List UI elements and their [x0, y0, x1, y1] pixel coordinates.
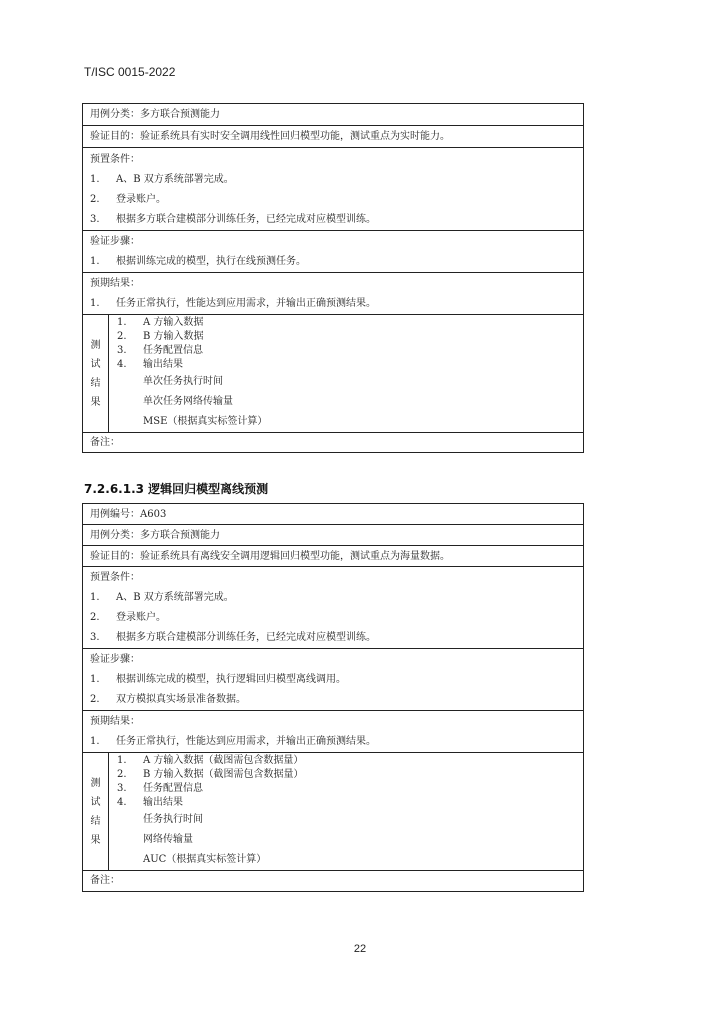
purpose-row: 验证目的：验证系统具有实时安全调用线性回归模型功能，测试重点为实时能力。 [83, 126, 583, 148]
category-row: 用例分类：多方联合预测能力 [83, 104, 583, 126]
preconditions-block [83, 567, 583, 649]
result-item: 1. A 方输入数据（截图需包含数据量） [117, 755, 304, 766]
test-results-content [109, 315, 583, 432]
test-case-table-1 [82, 103, 584, 453]
result-item: 2. B 方输入数据（截图需包含数据量） [117, 769, 304, 780]
expected-item: 1. 任务正常执行，性能达到应用需求，并输出正确预测结果。 [90, 298, 376, 309]
result-subitem: 单次任务网络传输量 [143, 396, 233, 407]
result-subitem: 单次任务执行时间 [143, 376, 223, 387]
preconditions-title: 预置条件： [90, 154, 140, 165]
steps-title: 验证步骤： [90, 236, 140, 247]
purpose-row: 验证目的：验证系统具有离线安全调用逻辑回归模型功能，测试重点为海量数据。 [83, 546, 583, 567]
expected-item: 1. 任务正常执行，性能达到应用需求，并输出正确预测结果。 [90, 736, 376, 747]
step-item: 1. 根据训练完成的模型，执行逻辑回归模型离线调用。 [90, 674, 346, 685]
result-subitem: MSE（根据真实标签计算） [143, 416, 268, 427]
precondition-item: 1. A、B 双方系统部署完成。 [90, 592, 234, 603]
section-heading: 7.2.6.1.3 逻辑回归模型离线预测 [84, 482, 269, 496]
result-subitem: 任务执行时间 [143, 814, 203, 825]
expected-title: 预期结果： [90, 278, 140, 289]
result-subitem: AUC（根据真实标签计算） [143, 854, 267, 865]
result-item: 4. 输出结果 [117, 359, 183, 370]
steps-block [83, 231, 583, 273]
remarks-row: 备注： [90, 875, 120, 886]
result-item: 1. A 方输入数据 [117, 317, 204, 328]
result-item: 2. B 方输入数据 [117, 331, 204, 342]
precondition-item: 2. 登录账户。 [90, 194, 166, 205]
remarks-row: 备注： [90, 437, 120, 448]
test-results-label: 测 试 结 果 [83, 753, 109, 870]
test-results-content [109, 753, 583, 870]
step-item: 1. 根据训练完成的模型，执行在线预测任务。 [90, 256, 306, 267]
expected-title: 预期结果： [90, 716, 140, 727]
preconditions-block [83, 148, 583, 231]
result-subitem: 网络传输量 [143, 834, 193, 845]
preconditions-title: 预置条件： [90, 572, 140, 583]
steps-title: 验证步骤： [90, 654, 140, 665]
precondition-item: 2. 登录账户。 [90, 612, 166, 623]
result-item: 3. 任务配置信息 [117, 783, 203, 794]
test-results-block [83, 315, 583, 433]
test-case-table-2 [82, 503, 584, 892]
test-results-label: 测 试 结 果 [83, 315, 109, 432]
category-row: 用例分类：多方联合预测能力 [83, 525, 583, 546]
precondition-item: 3. 根据多方联合建模部分训练任务，已经完成对应模型训练。 [90, 214, 376, 225]
precondition-item: 3. 根据多方联合建模部分训练任务，已经完成对应模型训练。 [90, 632, 376, 643]
page-number: 22 [353, 943, 367, 955]
result-item: 3. 任务配置信息 [117, 345, 203, 356]
case-id-row: 用例编号：A603 [83, 504, 583, 525]
test-results-block [83, 753, 583, 871]
expected-block [83, 711, 583, 753]
expected-block [83, 273, 583, 315]
step-item: 2. 双方模拟真实场景准备数据。 [90, 694, 246, 705]
result-item: 4. 输出结果 [117, 797, 183, 808]
steps-block [83, 649, 583, 711]
document-id-header: T/ISC 0015-2022 [84, 65, 176, 79]
precondition-item: 1. A、B 双方系统部署完成。 [90, 174, 234, 185]
